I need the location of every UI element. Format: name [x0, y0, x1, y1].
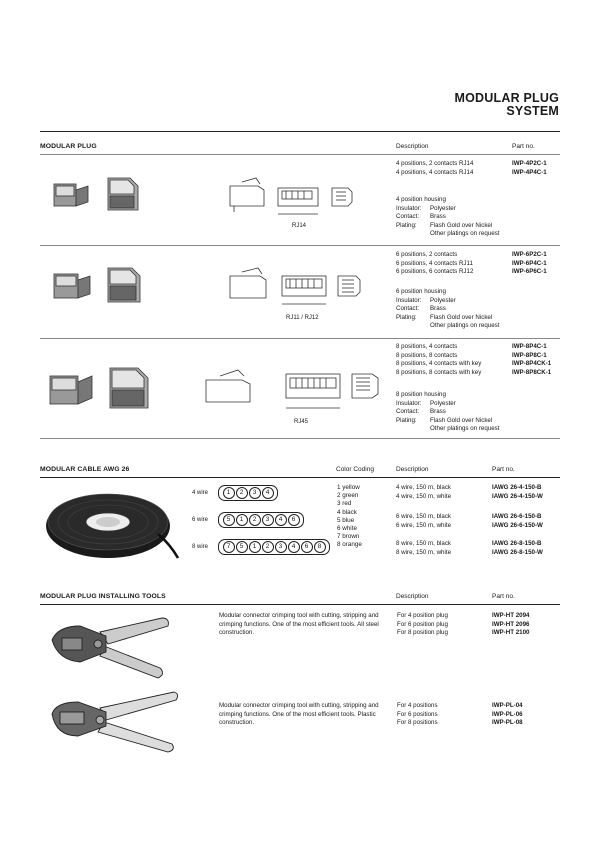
part-number: IWP-HT 2094 [492, 612, 530, 619]
wire-number: 4 [262, 487, 274, 499]
cable-description [396, 484, 451, 501]
wire-number: 1 [236, 514, 248, 526]
wire-number: 2 [249, 514, 261, 526]
spec-key: Plating: [396, 313, 417, 321]
part-number: IWP-HT 2096 [492, 620, 530, 628]
page-title [455, 92, 559, 118]
spec-row [396, 425, 499, 434]
part-number: IWP-4P4C-1 [512, 168, 547, 176]
tool-part-numbers [492, 702, 523, 728]
spec-value: Flash Gold over Nickel [430, 221, 493, 229]
color-code: 8 orange [337, 541, 362, 549]
spec-row [396, 297, 499, 306]
plug-drawing-rj11-rj12 [222, 266, 372, 314]
spec-value: Polyester [430, 204, 456, 212]
section-title-cable: MODULAR CABLE AWG 26 [40, 466, 130, 473]
tool-option: For 4 positions [397, 702, 438, 709]
spec-key: Insulator: [396, 296, 422, 304]
plug-photo-rj11-rj12 [50, 262, 160, 307]
wire-number: 2 [236, 487, 248, 499]
header-part-no: Part no. [492, 593, 515, 600]
crimping-tool-plastic-image [44, 688, 184, 754]
header-description: Description [396, 466, 429, 473]
spec-row [396, 213, 499, 222]
spec-value: Polyester [430, 296, 456, 304]
spec-key: Plating: [396, 416, 417, 424]
description-line: 8 positions, 4 contacts [396, 343, 458, 350]
spec-row [396, 205, 499, 214]
description-block [396, 343, 481, 377]
cable-part-numbers [492, 540, 543, 557]
wire-number: 3 [262, 514, 274, 526]
description-line: 4 wire, 150 m, white [396, 492, 452, 500]
color-code: 3 red [337, 500, 352, 508]
tool-description: Modular connector crimping tool with cutting, stripping and crimping functions. One of the most efficient tools. Plastic construction. [219, 702, 379, 727]
part-number: IWP-PL-08 [492, 719, 523, 727]
spec-value: Brass [430, 408, 446, 416]
title-line-1: MODULAR PLUG [454, 91, 559, 105]
tool-option: For 4 position plug [397, 612, 448, 619]
spec-value: Other platings on request [430, 425, 500, 433]
header-rule [40, 477, 560, 478]
part-number-block [512, 251, 547, 277]
spec-row [396, 314, 499, 323]
header-rule [40, 604, 560, 605]
part-number: IAWG 26-8-150-W [492, 548, 543, 556]
spec-value: Other platings on request [430, 322, 500, 330]
plug-label: RJ45 [294, 419, 309, 425]
wire-sequence-8 [218, 539, 330, 555]
description-line: 6 positions, 4 contacts RJ11 [396, 259, 473, 267]
plug-label: RJ14 [292, 223, 307, 229]
section-rule [40, 131, 560, 132]
wire-number: 3 [249, 487, 261, 499]
spec-row [396, 305, 499, 314]
wire-number: 4 [288, 541, 300, 553]
wire-label: 8 wire [192, 544, 209, 550]
housing-spec-block [396, 288, 499, 331]
part-number: IAWG 26-6-150-W [492, 521, 543, 529]
wire-number: 6 [288, 514, 300, 526]
plug-drawing-rj14 [222, 176, 362, 221]
part-number: IWP-6P2C-1 [512, 251, 547, 258]
tool-option: For 8 positions [397, 719, 438, 727]
description-line: 6 wire, 150 m, white [396, 521, 452, 529]
header-color-coding: Color Coding [336, 466, 374, 473]
description-block [396, 160, 473, 177]
wire-label: 6 wire [192, 517, 209, 523]
tool-option: For 6 positions [397, 710, 438, 718]
color-coding-list [337, 484, 362, 550]
spec-key: Contact: [396, 213, 420, 221]
spec-row [396, 408, 499, 417]
crimping-tool-steel-image [42, 610, 172, 682]
spec-value: Brass [430, 213, 446, 221]
wire-number: 8 [314, 541, 326, 553]
wire-label: 4 wire [192, 490, 209, 496]
housing-title: 4 position housing [396, 196, 446, 203]
section-title-tools: MODULAR PLUG INSTALLING TOOLS [40, 593, 166, 600]
spec-value: Flash Gold over Nickel [430, 313, 493, 321]
cable-reel-image [40, 482, 180, 568]
wire-number: 3 [275, 541, 287, 553]
part-number: IAWG 26-8-150-B [492, 540, 542, 547]
section-title-modular-plug: MODULAR PLUG [40, 143, 97, 150]
description-line: 4 wire, 150 m, black [396, 484, 452, 491]
spec-row [396, 230, 499, 239]
tool-options [397, 612, 448, 638]
header-description: Description [396, 143, 429, 150]
color-code: 6 white [337, 525, 357, 533]
housing-title: 6 position housing [396, 288, 446, 295]
wire-number: 1 [249, 541, 261, 553]
part-number: IWP-PL-06 [492, 710, 523, 718]
description-line: 8 positions, 8 contacts [396, 351, 458, 359]
group-rule [40, 438, 560, 439]
plug-drawing-rj45 [200, 366, 385, 416]
cable-description [396, 540, 451, 557]
color-code: 5 blue [337, 516, 355, 524]
tool-part-numbers [492, 612, 529, 638]
spec-key: Contact: [396, 305, 420, 313]
part-number: IAWG 26-6-150-B [492, 513, 542, 520]
wire-number: 4 [275, 514, 287, 526]
part-number: IWP-PL-04 [492, 702, 523, 709]
description-line: 6 positions, 6 contacts RJ12 [396, 268, 474, 276]
spec-key: Plating: [396, 221, 417, 229]
part-number: IWP-8P8C-1 [512, 351, 547, 359]
spec-value: Polyester [430, 399, 456, 407]
spec-key [396, 322, 430, 331]
plug-label: RJ11 / RJ12 [286, 315, 319, 321]
part-number: IWP-8P4C-1 [512, 343, 547, 350]
part-number: IWP-8P8CK-1 [512, 368, 552, 376]
wire-number: 5 [236, 541, 248, 553]
spec-key [396, 425, 430, 434]
color-code: 2 green [337, 492, 359, 500]
wire-number: 5 [223, 514, 235, 526]
group-rule [40, 245, 560, 246]
header-part-no: Part no. [492, 466, 515, 473]
description-line: 4 positions, 2 contacts RJ14 [396, 160, 474, 167]
description-line: 6 wire, 150 m, black [396, 513, 452, 520]
spec-key: Contact: [396, 408, 420, 416]
part-number-block [512, 343, 551, 377]
header-description: Description [396, 593, 429, 600]
cable-part-numbers [492, 513, 543, 530]
tool-option: For 6 position plug [397, 620, 448, 628]
part-number: IWP-8P4CK-1 [512, 360, 552, 368]
wire-sequence-6 [218, 512, 304, 528]
description-line: 8 positions, 8 contacts with key [396, 368, 482, 376]
housing-title: 8 position housing [396, 391, 446, 398]
description-block [396, 251, 473, 277]
description-line: 8 wire, 150 m, black [396, 540, 452, 547]
tool-option: For 8 position plug [397, 629, 448, 637]
description-line: 8 wire, 150 m, white [396, 548, 452, 556]
part-number-block [512, 160, 547, 177]
housing-spec-block [396, 391, 499, 434]
group-rule [40, 338, 560, 339]
plug-photo-rj45 [46, 362, 166, 414]
spec-key: Insulator: [396, 399, 422, 407]
spec-key: Insulator: [396, 204, 422, 212]
tool-description: Modular connector crimping tool with cutting, stripping and crimping functions. One of the most efficient tools. All steel construction. [219, 612, 379, 637]
spec-row [396, 222, 499, 231]
header-part-no: Part no. [512, 143, 535, 150]
part-number: IAWG 26-4-150-B [492, 484, 542, 491]
wire-number: 2 [262, 541, 274, 553]
spec-row [396, 400, 499, 409]
cable-part-numbers [492, 484, 543, 501]
spec-value: Other platings on request [430, 230, 500, 238]
wire-number: 7 [223, 541, 235, 553]
part-number: IAWG 26-4-150-W [492, 492, 543, 500]
description-line: 6 positions, 2 contacts [396, 251, 458, 258]
color-code: 7 brown [337, 533, 360, 541]
spec-value: Flash Gold over Nickel [430, 416, 493, 424]
wire-sequence-4 [218, 485, 278, 501]
part-number: IWP-4P2C-1 [512, 160, 547, 167]
cable-description [396, 513, 451, 530]
color-code: 1 yellow [337, 484, 360, 491]
wire-number: 1 [223, 487, 235, 499]
part-number: IWP-6P6C-1 [512, 268, 547, 276]
spec-key [396, 230, 430, 239]
housing-spec-block [396, 196, 499, 239]
description-line: 4 positions, 4 contacts RJ14 [396, 168, 474, 176]
wire-number: 6 [301, 541, 313, 553]
spec-value: Brass [430, 305, 446, 313]
header-rule [40, 154, 560, 155]
spec-row [396, 322, 499, 331]
part-number: IWP-HT 2100 [492, 629, 530, 637]
spec-row [396, 417, 499, 426]
tool-options [397, 702, 438, 728]
plug-photo-rj14 [50, 172, 160, 217]
title-line-2: SYSTEM [506, 104, 559, 118]
part-number: IWP-6P4C-1 [512, 259, 547, 267]
description-line: 8 positions, 4 contacts with key [396, 360, 482, 368]
color-code: 4 black [337, 508, 357, 516]
